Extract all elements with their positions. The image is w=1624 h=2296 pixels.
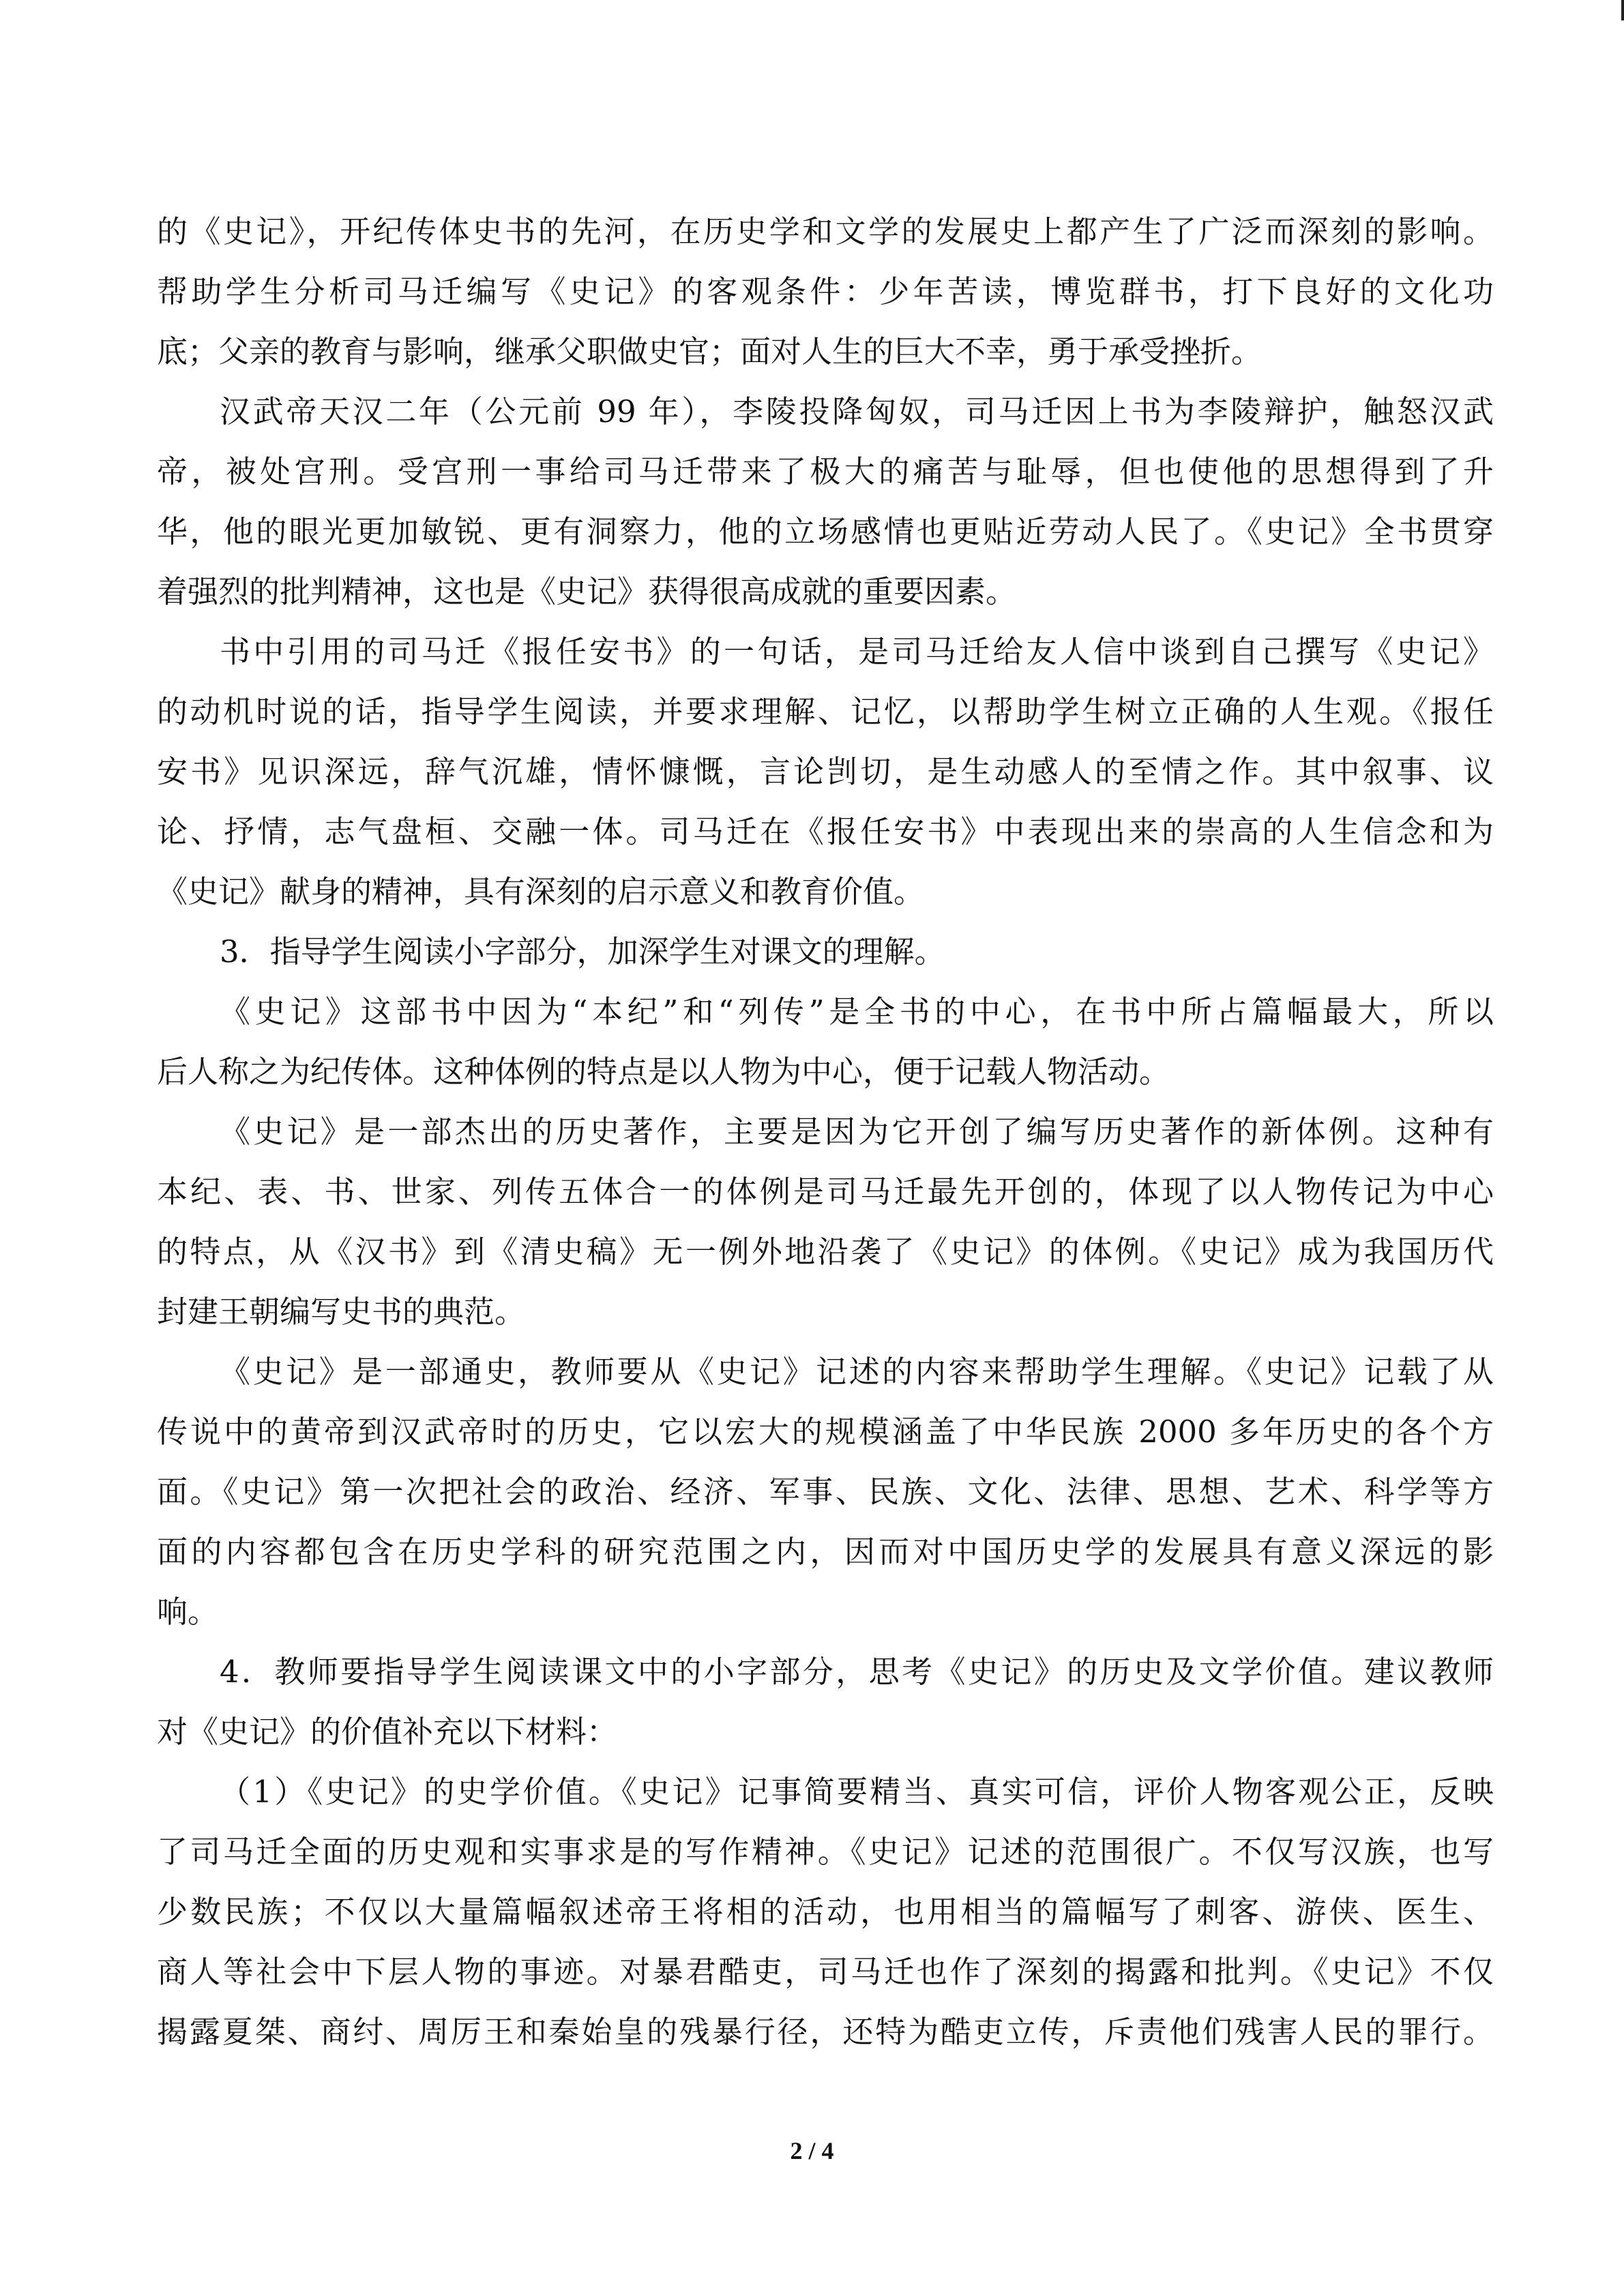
text-line: 响。 <box>157 1594 219 1630</box>
text-line: 底；父亲的教育与影响，继承父职做史官；面对人生的巨大不幸，勇于承受挫折。 <box>157 333 1263 370</box>
paragraph-start-line: 《史记》是一部杰出的历史著作，主要是因为它开创了编写历史著作的新体例。这种有 <box>220 1114 1494 1150</box>
text-line: 安书》见识深远，辞气沉雄，情怀慷慨，言论剀切，是生动感人的至情之作。其中叙事、议 <box>157 754 1494 790</box>
text-line: 对《史记》的价值补充以下材料： <box>157 1714 618 1750</box>
text-line: 的动机时说的话，指导学生阅读，并要求理解、记忆，以帮助学生树立正确的人生观。《报任 <box>157 694 1494 730</box>
text-line: 《史记》献身的精神，具有深刻的启示意义和教育价值。 <box>157 874 925 910</box>
text-line: 着强烈的批判精神，这也是《史记》获得很高成就的重要因素。 <box>157 573 1017 610</box>
paragraph-start-line: 书中引用的司马迁《报任安书》的一句话，是司马迁给友人信中谈到自己撰写《史记》 <box>220 633 1494 670</box>
text-line: 商人等社会中下层人物的事迹。对暴君酷吏，司马迁也作了深刻的揭露和批判。《史记》不仅 <box>157 1954 1494 1990</box>
text-line: 了司马迁全面的历史观和实事求是的写作精神。《史记》记述的范围很广。不仅写汉族，也写 <box>157 1834 1494 1870</box>
paragraph-start-line: 《史记》是一部通史，教师要从《史记》记述的内容来帮助学生理解。《史记》记载了从 <box>220 1354 1494 1390</box>
text-line: 的特点，从《汉书》到《清史稿》无一例外地沿袭了《史记》的体例。《史记》成为我国历代 <box>157 1234 1494 1270</box>
text-line: 传说中的黄帝到汉武帝时的历史，它以宏大的规模涵盖了中华民族 2000 多年历史的各个方 <box>157 1414 1494 1450</box>
text-line: 少数民族；不仅以大量篇幅叙述帝王将相的活动，也用相当的篇幅写了刺客、游侠、医生、 <box>157 1894 1494 1930</box>
text-line: 帝，被处宫刑。受宫刑一事给司马迁带来了极大的痛苦与耻辱，但也使他的思想得到了升 <box>157 453 1494 490</box>
text-line: 后人称之为纪传体。这种体例的特点是以人物为中心，便于记载人物活动。 <box>157 1054 1170 1090</box>
section-heading-4: 4．教师要指导学生阅读课文中的小字部分，思考《史记》的历史及文学价值。建议教师 <box>220 1654 1494 1690</box>
section-heading-3: 3．指导学生阅读小字部分，加深学生对课文的理解。 <box>220 934 945 970</box>
text-line: 的《史记》，开纪传体史书的先河，在历史学和文学的发展史上都产生了广泛而深刻的影响。 <box>157 213 1494 250</box>
document-body <box>157 202 1494 2062</box>
paragraph-start-line: （1）《史记》的史学价值。《史记》记事简要精当、真实可信，评价人物客观公正，反映 <box>220 1774 1494 1810</box>
text-line: 揭露夏桀、商纣、周厉王和秦始皇的残暴行径，还特为酷吏立传，斥责他们残害人民的罪行。 <box>157 2014 1494 2050</box>
text-line: 华，他的眼光更加敏锐、更有洞察力，他的立场感情也更贴近劳动人民了。《史记》全书贯穿 <box>157 513 1494 550</box>
text-line: 面。《史记》第一次把社会的政治、经济、军事、民族、文化、法律、思想、艺术、科学等方 <box>157 1474 1494 1510</box>
text-line: 本纪、表、书、世家、列传五体合一的体例是司马迁最先开创的，体现了以人物传记为中心 <box>157 1174 1494 1210</box>
page-number: 2 / 4 <box>790 2137 834 2164</box>
text-line: 帮助学生分析司马迁编写《史记》的客观条件：少年苦读，博览群书，打下良好的文化功 <box>157 273 1494 310</box>
page-edge-mark <box>1621 0 1624 20</box>
text-line: 封建王朝编写史书的典范。 <box>157 1294 526 1330</box>
text-line: 论、抒情，志气盘桓、交融一体。司马迁在《报任安书》中表现出来的崇高的人生信念和为 <box>157 814 1494 850</box>
paragraph-start-line: 汉武帝天汉二年（公元前 99 年），李陵投降匈奴，司马迁因上书为李陵辩护，触怒汉武 <box>220 393 1494 430</box>
text-line: 面的内容都包含在历史学科的研究范围之内，因而对中国历史学的发展具有意义深远的影 <box>157 1534 1494 1570</box>
paragraph-start-line: 《史记》这部书中因为“本纪”和“列传”是全书的中心，在书中所占篇幅最大，所以 <box>220 994 1494 1030</box>
